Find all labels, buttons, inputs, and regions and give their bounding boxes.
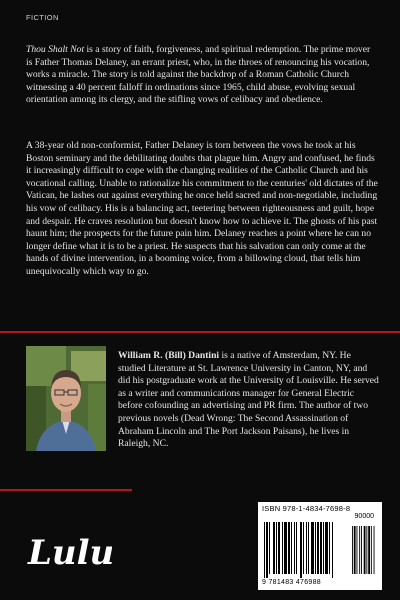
barcode-bar — [282, 522, 283, 574]
barcode-addon-bar — [364, 526, 366, 574]
barcode-bar — [266, 522, 268, 578]
description-paragraph-1 — [26, 44, 378, 107]
barcode-addon-bar — [354, 526, 356, 574]
barcode-bar — [323, 522, 324, 574]
barcode-bar — [332, 522, 333, 578]
red-divider-top — [0, 331, 400, 333]
book-title: Thou Shalt Not — [26, 44, 85, 55]
lulu-logo-icon — [22, 520, 112, 580]
barcode-addon-bar — [368, 526, 370, 574]
lulu-logo-text: Lulu — [28, 533, 112, 573]
barcode-bar — [329, 522, 330, 574]
barcode-bar — [306, 522, 307, 574]
barcode-bar — [320, 522, 322, 574]
author-name: William R. (Bill) Dantini — [118, 350, 220, 361]
barcode-addon-bar — [359, 526, 360, 574]
barcode-addon-bar — [361, 526, 362, 574]
barcode-addon-bar — [371, 526, 372, 574]
barcode-addon-bar — [374, 526, 375, 574]
isbn-barcode — [258, 502, 382, 590]
isbn-label: ISBN 978-1-4834-7698-8 — [262, 504, 351, 513]
barcode-bars-icon — [262, 522, 378, 578]
barcode-bar — [317, 522, 319, 574]
genre-label: FICTION — [26, 13, 59, 22]
author-bio-text: is a native of Amsterdam, NY. He studied Literature at St. Lawrence University in Canton, NY, and did his postgraduate work at the University of Louisville. He served as a writer and communications manager for General Electric before cofounding an advertising and PR firm. The author of two previous novels (Dead Wrong: The Second Assassination of Abraham Lincoln and The Port Jackson Paisans), he lives in Raleigh, NC. — [118, 350, 379, 450]
barcode-bar — [296, 522, 297, 574]
author-bio — [118, 350, 380, 451]
barcode-addon-bar — [366, 526, 367, 574]
barcode-bar — [325, 522, 328, 574]
barcode-bar — [273, 522, 275, 574]
barcode-bar — [264, 522, 265, 578]
barcode-addon-bar — [352, 526, 353, 574]
barcode-bar — [269, 522, 270, 574]
barcode-bar — [294, 522, 295, 574]
barcode-addon-number: 90000 — [354, 513, 374, 520]
barcode-digits: 9 781483 476988 — [262, 579, 321, 586]
description-paragraph-2: A 38-year old non-conformist, Father Delaney is torn between the vows he took at his Boston seminary and the debilitating doubts that plague him. Angry and confused, he finds it increasingly difficult to cope with the changing realities of the Catholic Church and his vocational calling. Unable to rationalize his commitment to the centuries' old dictates of the Vatican, he lashes out against everything he once held sacred and non-negotiable, including his vow of celibacy. His is a balancing act, teetering between righteousness and guilt, hope and despair. He craves resolution but doesn't know how to achieve it. The ghosts of his past haunt him; the prospects for the future pain him. Delaney reaches a point where he can no longer define what it is to be a priest. He suspects that his salvation can only come at the hands of divine intervention, in a booming voice, from a billowing cloud, that tells him unequivocally which way to go. — [26, 140, 378, 277]
barcode-bar — [308, 522, 309, 574]
barcode-bar — [278, 522, 280, 574]
barcode-bar — [288, 522, 290, 574]
barcode-bar — [276, 522, 277, 574]
author-photo — [26, 346, 106, 451]
portrait-photo-icon — [26, 346, 106, 451]
barcode-addon-bar — [357, 526, 358, 574]
barcode-bar — [315, 522, 316, 574]
barcode-bar — [303, 522, 304, 574]
barcode-bar — [300, 522, 302, 578]
lulu-logo — [22, 520, 112, 580]
description-paragraph-1-text: is a story of faith, forgiveness, and spiritual redemption. The prime mover is Father Thomas Delaney, an errant priest, who, in the throes of renouncing his vocation, works a miracle. The story is told against the backdrop of a Roman Catholic Church witnessing a 40 percent falloff in ordinations since 1965, child abuse, evolving sexual orientation among its clergy, and the stifling vows of celibacy and obedience. — [26, 44, 371, 106]
barcode-bar — [291, 522, 292, 574]
barcode-bar — [311, 522, 314, 574]
barcode-bar — [284, 522, 287, 574]
red-divider-bottom — [0, 489, 132, 491]
